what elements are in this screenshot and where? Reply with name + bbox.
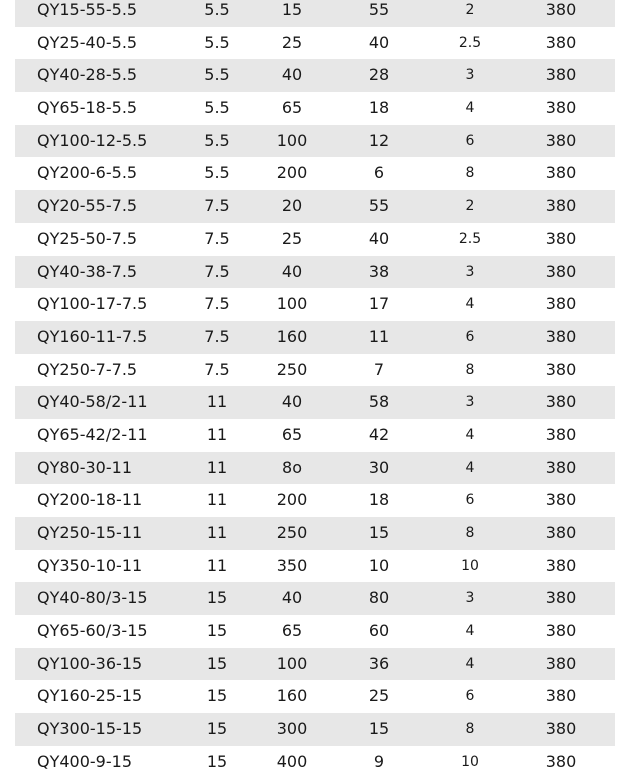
power-cell: 11 [206, 392, 228, 412]
voltage-cell: 380 [545, 0, 577, 19]
table-row [15, 452, 615, 485]
model-cell: QY100-17-7.5 [37, 294, 148, 314]
table-row [15, 550, 615, 583]
power-cell: 15 [206, 588, 228, 608]
voltage-cell: 380 [545, 98, 577, 118]
voltage-cell: 380 [545, 32, 577, 52]
flow-cell: 250 [276, 359, 308, 379]
power-cell: 7.5 [204, 261, 230, 281]
table-row [15, 321, 615, 354]
power-cell: 7.5 [204, 228, 230, 248]
voltage-cell: 380 [545, 686, 577, 706]
power-cell: 11 [206, 555, 228, 575]
head-cell: 18 [368, 98, 390, 118]
outlet-cell: 8 [465, 721, 475, 738]
head-cell: 15 [368, 719, 390, 739]
outlet-cell: 6 [465, 328, 475, 345]
model-cell: QY40-38-7.5 [37, 261, 138, 281]
head-cell: 58 [368, 392, 390, 412]
outlet-cell: 4 [465, 100, 475, 117]
table-row [15, 27, 615, 60]
table-body [15, 0, 615, 779]
pump-spec-table [15, 0, 615, 779]
flow-cell: 160 [276, 686, 308, 706]
flow-cell: 25 [281, 228, 303, 248]
outlet-cell: 3 [465, 394, 475, 411]
flow-cell: 40 [281, 65, 303, 85]
model-cell: QY40-58/2-11 [37, 392, 148, 412]
model-cell: QY400-9-15 [37, 751, 132, 771]
outlet-cell: 6 [465, 688, 475, 705]
table-row [15, 190, 615, 223]
model-cell: QY160-25-15 [37, 686, 143, 706]
table-row [15, 484, 615, 517]
outlet-cell: 10 [461, 557, 479, 574]
flow-cell: 65 [281, 98, 303, 118]
power-cell: 15 [206, 751, 228, 771]
flow-cell: 8o [282, 457, 302, 477]
flow-cell: 40 [281, 588, 303, 608]
voltage-cell: 380 [545, 588, 577, 608]
voltage-cell: 380 [545, 294, 577, 314]
power-cell: 11 [206, 523, 228, 542]
model-cell: QY40-80/3-15 [37, 588, 148, 608]
model-cell: QY25-50-7.5 [37, 228, 138, 248]
table-row [15, 680, 615, 713]
flow-cell: 20 [281, 196, 303, 216]
power-cell: 11 [206, 457, 228, 477]
outlet-cell: 4 [465, 655, 475, 672]
outlet-cell: 2.5 [458, 230, 482, 247]
outlet-cell: 10 [461, 753, 479, 770]
power-cell: 7.5 [204, 294, 230, 314]
outlet-cell: 8 [465, 525, 475, 541]
voltage-cell: 380 [545, 751, 577, 771]
head-cell: 25 [368, 686, 390, 706]
voltage-cell: 380 [545, 457, 577, 477]
power-cell: 15 [206, 719, 228, 739]
model-cell: QY200-6-5.5 [37, 163, 138, 183]
power-cell: 7.5 [204, 196, 230, 216]
voltage-cell: 380 [545, 359, 577, 379]
voltage-cell: 380 [545, 719, 577, 739]
model-cell: QY15-55-5.5 [37, 0, 138, 19]
model-cell: QY250-15-11 [37, 523, 143, 542]
model-cell: QY160-11-7.5 [37, 326, 148, 346]
head-cell: 42 [368, 424, 390, 444]
head-cell: 28 [368, 65, 390, 85]
table-row [15, 713, 615, 746]
outlet-cell: 3 [465, 590, 475, 607]
outlet-cell: 3 [465, 263, 475, 280]
head-cell: 11 [368, 326, 390, 346]
model-cell: QY40-28-5.5 [37, 65, 138, 85]
head-cell: 36 [368, 653, 390, 673]
power-cell: 5.5 [204, 32, 230, 52]
voltage-cell: 380 [545, 261, 577, 281]
model-cell: QY65-18-5.5 [37, 98, 138, 118]
model-cell: QY25-40-5.5 [37, 32, 138, 52]
flow-cell: 100 [276, 653, 308, 673]
head-cell: 30 [368, 457, 390, 477]
table-row [15, 288, 615, 321]
head-cell: 17 [368, 294, 390, 314]
power-cell: 11 [206, 490, 228, 510]
outlet-cell: 8 [465, 165, 475, 182]
table-row [15, 125, 615, 158]
flow-cell: 15 [281, 0, 303, 19]
outlet-cell: 4 [465, 459, 475, 476]
head-cell: 15 [368, 523, 390, 542]
head-cell: 55 [368, 196, 390, 216]
voltage-cell: 380 [545, 392, 577, 412]
voltage-cell: 380 [545, 490, 577, 510]
voltage-cell: 380 [545, 621, 577, 641]
table-row [15, 157, 615, 190]
head-cell: 38 [368, 261, 390, 281]
power-cell: 7.5 [204, 359, 230, 379]
flow-cell: 300 [276, 719, 308, 739]
flow-cell: 65 [281, 621, 303, 641]
model-cell: QY20-55-7.5 [37, 196, 138, 216]
table-row [15, 354, 615, 387]
model-cell: QY80-30-11 [37, 457, 132, 477]
voltage-cell: 380 [545, 228, 577, 248]
head-cell: 55 [368, 0, 390, 19]
voltage-cell: 380 [545, 523, 577, 542]
power-cell: 5.5 [204, 0, 230, 19]
table-row [15, 419, 615, 452]
power-cell: 15 [206, 653, 228, 673]
model-cell: QY65-42/2-11 [37, 424, 148, 444]
table-row [15, 256, 615, 289]
flow-cell: 100 [276, 130, 308, 150]
model-cell: QY100-12-5.5 [37, 130, 148, 150]
model-cell: QY200-18-11 [37, 490, 143, 510]
head-cell: 6 [373, 163, 385, 183]
outlet-cell: 3 [465, 67, 475, 84]
table-row [15, 386, 615, 419]
voltage-cell: 380 [545, 163, 577, 183]
head-cell: 40 [368, 32, 390, 52]
flow-cell: 160 [276, 326, 308, 346]
table-row [15, 0, 615, 27]
table-row [15, 746, 615, 779]
model-cell: QY65-60/3-15 [37, 621, 148, 641]
head-cell: 80 [368, 588, 390, 608]
power-cell: 5.5 [204, 163, 230, 183]
outlet-cell: 4 [465, 426, 475, 443]
flow-cell: 65 [281, 424, 303, 444]
table-row [15, 92, 615, 125]
table-row [15, 223, 615, 256]
flow-cell: 100 [276, 294, 308, 314]
head-cell: 10 [368, 555, 390, 575]
outlet-cell: 8 [465, 361, 475, 378]
outlet-cell: 6 [465, 492, 475, 509]
power-cell: 5.5 [204, 130, 230, 150]
model-cell: QY100-36-15 [37, 653, 143, 673]
head-cell: 7 [373, 359, 385, 379]
head-cell: 12 [368, 130, 390, 150]
voltage-cell: 380 [545, 555, 577, 575]
table-row [15, 615, 615, 648]
head-cell: 60 [368, 621, 390, 641]
outlet-cell: 4 [465, 623, 475, 640]
power-cell: 11 [206, 424, 228, 444]
outlet-cell: 6 [465, 132, 475, 149]
head-cell: 9 [373, 751, 385, 771]
power-cell: 15 [206, 686, 228, 706]
voltage-cell: 380 [545, 326, 577, 346]
flow-cell: 40 [281, 392, 303, 412]
outlet-cell: 2.5 [458, 34, 482, 51]
flow-cell: 25 [281, 32, 303, 52]
flow-cell: 250 [276, 523, 308, 542]
power-cell: 7.5 [204, 326, 230, 346]
flow-cell: 40 [281, 261, 303, 281]
power-cell: 5.5 [204, 65, 230, 85]
model-cell: QY300-15-15 [37, 719, 143, 739]
table-row [15, 648, 615, 681]
power-cell: 15 [206, 621, 228, 641]
head-cell: 18 [368, 490, 390, 510]
flow-cell: 400 [276, 751, 308, 771]
flow-cell: 350 [276, 555, 308, 575]
table-row [15, 59, 615, 92]
table-row [15, 517, 615, 550]
voltage-cell: 380 [545, 424, 577, 444]
outlet-cell: 4 [465, 296, 475, 313]
table-row [15, 582, 615, 615]
flow-cell: 200 [276, 490, 308, 510]
voltage-cell: 380 [545, 65, 577, 85]
head-cell: 40 [368, 228, 390, 248]
voltage-cell: 380 [545, 196, 577, 216]
voltage-cell: 380 [545, 653, 577, 673]
outlet-cell: 2 [465, 198, 475, 215]
model-cell: QY250-7-7.5 [37, 359, 138, 379]
model-cell: QY350-10-11 [37, 555, 143, 575]
voltage-cell: 380 [545, 130, 577, 150]
power-cell: 5.5 [204, 98, 230, 118]
flow-cell: 200 [276, 163, 308, 183]
outlet-cell: 2 [465, 2, 475, 18]
